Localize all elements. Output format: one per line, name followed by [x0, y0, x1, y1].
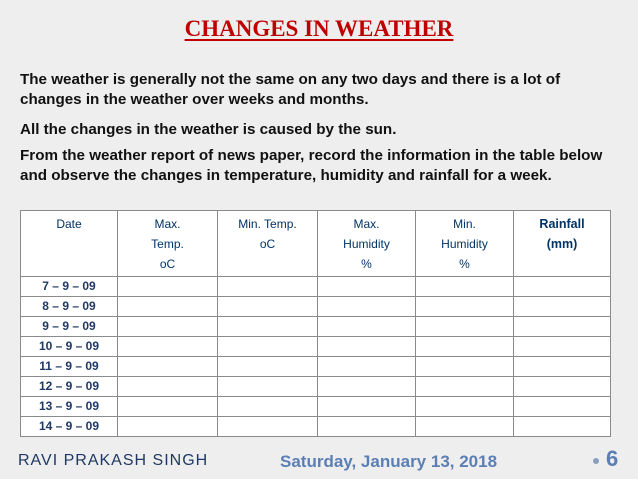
page-number: 6 [606, 446, 619, 471]
date-cell: 7 – 9 – 09 [21, 277, 118, 297]
intro-paragraph: The weather is generally not the same on any two days and there is a lot of changes in the weather over weeks and months. [20, 71, 561, 108]
header-rainfall-line1: Rainfall [539, 217, 585, 231]
weather-table [20, 210, 611, 437]
date-cell: 9 – 9 – 09 [21, 317, 118, 337]
table-row [21, 397, 611, 417]
empty-cell[interactable] [318, 337, 416, 357]
empty-cell[interactable] [416, 397, 514, 417]
empty-cell[interactable] [118, 417, 218, 437]
header-min-temp-unit: oC [259, 237, 276, 251]
empty-cell[interactable] [514, 357, 611, 377]
empty-cell[interactable] [514, 417, 611, 437]
empty-cell[interactable] [318, 397, 416, 417]
date-cell: 10 – 9 – 09 [21, 337, 118, 357]
empty-cell[interactable] [514, 397, 611, 417]
table-row [21, 417, 611, 437]
empty-cell[interactable] [218, 397, 318, 417]
empty-cell[interactable] [416, 357, 514, 377]
empty-cell[interactable] [218, 317, 318, 337]
date-cell: 13 – 9 – 09 [21, 397, 118, 417]
header-max-humidity-line2: Humidity [343, 237, 390, 251]
header-max-temp-line2: Temp. [151, 237, 184, 251]
empty-cell[interactable] [514, 377, 611, 397]
empty-cell[interactable] [416, 377, 514, 397]
date-cell: 14 – 9 – 09 [21, 417, 118, 437]
header-date-label: Date [56, 217, 82, 231]
sun-paragraph: All the changes in the weather is caused by the sun. [20, 121, 397, 138]
empty-cell[interactable] [118, 357, 218, 377]
table-row [21, 277, 611, 297]
empty-cell[interactable] [218, 297, 318, 317]
header-min-temp-line1: Min. Temp. [238, 217, 297, 231]
footer-date: Saturday, January 13, 2018 [280, 452, 498, 471]
header-rainfall-unit: (mm) [546, 237, 578, 251]
empty-cell[interactable] [218, 417, 318, 437]
header-min-humidity-line1: Min. [453, 217, 476, 231]
header-max-temp [118, 211, 218, 277]
empty-cell[interactable] [514, 277, 611, 297]
empty-cell[interactable] [118, 377, 218, 397]
date-cell: 11 – 9 – 09 [21, 357, 118, 377]
bullet-dot-icon [593, 458, 599, 464]
empty-cell[interactable] [416, 337, 514, 357]
empty-cell[interactable] [118, 337, 218, 357]
date-cell: 12 – 9 – 09 [21, 377, 118, 397]
empty-cell[interactable] [514, 297, 611, 317]
empty-cell[interactable] [318, 417, 416, 437]
header-max-humidity-unit: % [361, 257, 372, 271]
empty-cell[interactable] [416, 297, 514, 317]
instruction-paragraph: From the weather report of news paper, record the information in the table below and observe the changes in temperature, humidity and rainfall for a week. [20, 147, 603, 184]
header-rainfall [514, 211, 611, 277]
empty-cell[interactable] [416, 317, 514, 337]
slide-title: CHANGES IN WEATHER [184, 16, 454, 41]
header-max-humidity-line1: Max. [353, 217, 380, 231]
header-min-humidity-line2: Humidity [441, 237, 488, 251]
header-max-temp-unit: oC [159, 257, 176, 271]
empty-cell[interactable] [318, 297, 416, 317]
empty-cell[interactable] [318, 317, 416, 337]
header-date [21, 211, 118, 277]
empty-cell[interactable] [218, 337, 318, 357]
header-row [21, 211, 611, 277]
table-row [21, 297, 611, 317]
empty-cell[interactable] [318, 357, 416, 377]
author-name: RAVI PRAKASH SINGH [18, 452, 209, 469]
date-cell: 8 – 9 – 09 [21, 297, 118, 317]
empty-cell[interactable] [318, 377, 416, 397]
empty-cell[interactable] [318, 277, 416, 297]
empty-cell[interactable] [514, 317, 611, 337]
empty-cell[interactable] [118, 277, 218, 297]
table-row [21, 377, 611, 397]
empty-cell[interactable] [218, 357, 318, 377]
header-min-humidity-unit: % [459, 257, 470, 271]
empty-cell[interactable] [118, 397, 218, 417]
table-row [21, 337, 611, 357]
header-max-temp-line1: Max. [154, 217, 181, 231]
empty-cell[interactable] [218, 277, 318, 297]
empty-cell[interactable] [118, 317, 218, 337]
table-row [21, 317, 611, 337]
empty-cell[interactable] [416, 277, 514, 297]
header-max-humidity [318, 211, 416, 277]
table-row [21, 357, 611, 377]
empty-cell[interactable] [514, 337, 611, 357]
empty-cell[interactable] [218, 377, 318, 397]
empty-cell[interactable] [416, 417, 514, 437]
header-min-humidity [416, 211, 514, 277]
header-min-temp [218, 211, 318, 277]
empty-cell[interactable] [118, 297, 218, 317]
